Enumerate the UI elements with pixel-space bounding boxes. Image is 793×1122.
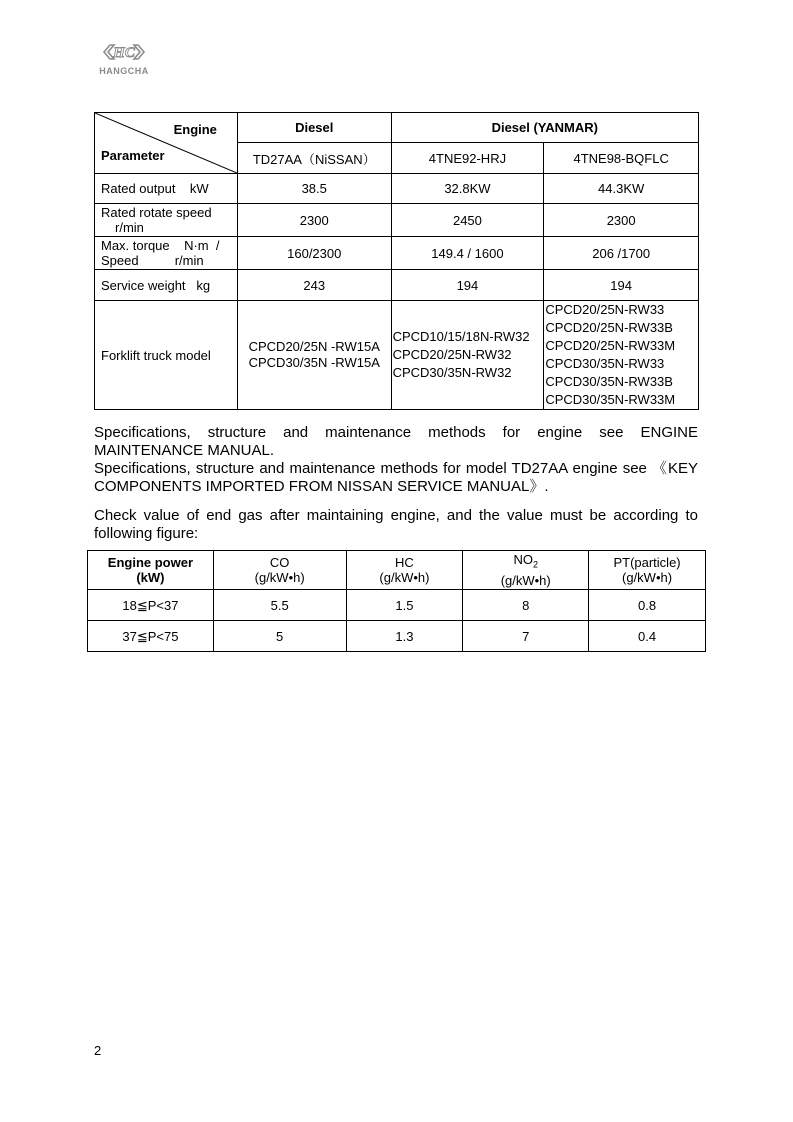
table-cell: 44.3KW (544, 174, 699, 204)
row-label-line: r/min (115, 220, 144, 235)
hangcha-logo (94, 40, 154, 80)
row-label-rated-output: Rated output kW (95, 174, 238, 204)
table-cell: 8 (463, 590, 589, 621)
table-cell: 2300 (237, 204, 391, 237)
row-label-service-weight: Service weight kg (95, 270, 238, 301)
paragraph-engine-manual: Specifications, structure and maintenance methods for engine see ENGINE MAINTENANCE MANUAL. (94, 424, 698, 459)
forklift-models-4tne92 (391, 301, 544, 410)
forklift-models-diesel (237, 301, 391, 410)
table-cell: 160/2300 (237, 237, 391, 270)
table-cell: 2300 (544, 204, 699, 237)
table-cell: 206 /1700 (544, 237, 699, 270)
table-cell: 7 (463, 621, 589, 652)
model-4tne92: 4TNE92-HRJ (391, 143, 544, 174)
forklift-model: CPCD30/35N -RW15A (248, 355, 380, 370)
model-4tne98: 4TNE98-BQFLC (544, 143, 699, 174)
table-cell: 1.3 (346, 621, 463, 652)
header-text: NO (513, 552, 533, 568)
forklift-model: CPCD20/25N-RW33M (545, 338, 676, 353)
table-cell: 32.8KW (391, 174, 544, 204)
forklift-models-4tne98 (544, 301, 699, 410)
forklift-model: CPCD10/15/18N-RW32 (392, 329, 530, 344)
forklift-model: CPCD20/25N-RW33B (545, 320, 673, 335)
table-row (95, 301, 699, 410)
header-line: (kW) (136, 570, 165, 585)
table-row (88, 590, 706, 621)
forklift-model: CPCD30/35N-RW33M (545, 392, 676, 407)
subscript: 2 (532, 559, 538, 570)
table-cell: 2450 (391, 204, 544, 237)
header-line: HC (395, 555, 414, 570)
header-line: (g/kW•h) (622, 570, 673, 585)
forklift-model: CPCD30/35N-RW32 (392, 365, 512, 380)
table-cell: 194 (544, 270, 699, 301)
table-cell: 194 (391, 270, 544, 301)
header-engine-power (88, 551, 214, 590)
logo-text: HANGCHA (99, 66, 149, 76)
forklift-model: CPCD30/35N-RW33 (545, 356, 665, 371)
paragraph-nissan-manual: Specifications, structure and maintenance methods for model TD27AA engine see 《KEY COMPONENTS IMPORTED FROM NISSAN SERVICE MANUAL》. (94, 460, 698, 495)
table-cell: 0.8 (589, 590, 706, 621)
hangcha-logo-icon (94, 40, 154, 64)
table-cell: 1.5 (346, 590, 463, 621)
header-line: (g/kW•h) (500, 572, 551, 588)
table-cell: 5 (213, 621, 346, 652)
header-co (213, 551, 346, 590)
corner-header-cell (95, 113, 238, 174)
row-label-line: Max. torque N·m / (101, 238, 220, 253)
header-diesel: Diesel (237, 113, 391, 143)
engine-spec-table (94, 112, 699, 410)
page-number: 2 (94, 1043, 102, 1058)
table-cell: 243 (237, 270, 391, 301)
model-td27aa: TD27AA（NiSSAN） (237, 143, 391, 174)
row-label-line: Rated rotate speed (101, 205, 212, 220)
row-label-rated-speed (95, 204, 238, 237)
table-row (95, 270, 699, 301)
table-row (95, 237, 699, 270)
header-pt (589, 551, 706, 590)
table-row (95, 174, 699, 204)
header-line: CO (269, 555, 290, 570)
forklift-model: CPCD20/25N -RW15A (248, 339, 380, 354)
table-row (95, 204, 699, 237)
forklift-model: CPCD20/25N-RW33 (545, 302, 665, 317)
table-cell: 37≦P<75 (88, 621, 214, 652)
header-line: PT(particle) (613, 555, 681, 570)
header-line (467, 552, 584, 573)
table-row (88, 621, 706, 652)
forklift-model: CPCD20/25N-RW32 (392, 347, 512, 362)
table-cell: 18≦P<37 (88, 590, 214, 621)
table-cell: 38.5 (237, 174, 391, 204)
corner-parameter-label: Parameter (101, 148, 165, 163)
corner-engine-label: Engine (173, 122, 217, 137)
header-hc (346, 551, 463, 590)
emission-table (87, 550, 706, 652)
row-label-max-torque (95, 237, 238, 270)
table-cell: 149.4 / 1600 (391, 237, 544, 270)
header-line: Engine power (107, 555, 194, 570)
table-cell: 0.4 (589, 621, 706, 652)
header-nox (463, 551, 589, 590)
table-header-row (88, 551, 706, 590)
logo-mark: HC (113, 45, 135, 61)
forklift-model: CPCD30/35N-RW33B (545, 374, 673, 389)
row-label-forklift-model: Forklift truck model (95, 301, 238, 410)
row-label-line: Speed r/min (101, 253, 204, 268)
paragraph-end-gas: Check value of end gas after maintaining engine, and the value must be according to following figure: (94, 507, 698, 542)
header-line: (g/kW•h) (379, 570, 430, 585)
header-line: (g/kW•h) (254, 570, 305, 585)
header-diesel-yanmar: Diesel (YANMAR) (391, 113, 698, 143)
table-cell: 5.5 (213, 590, 346, 621)
